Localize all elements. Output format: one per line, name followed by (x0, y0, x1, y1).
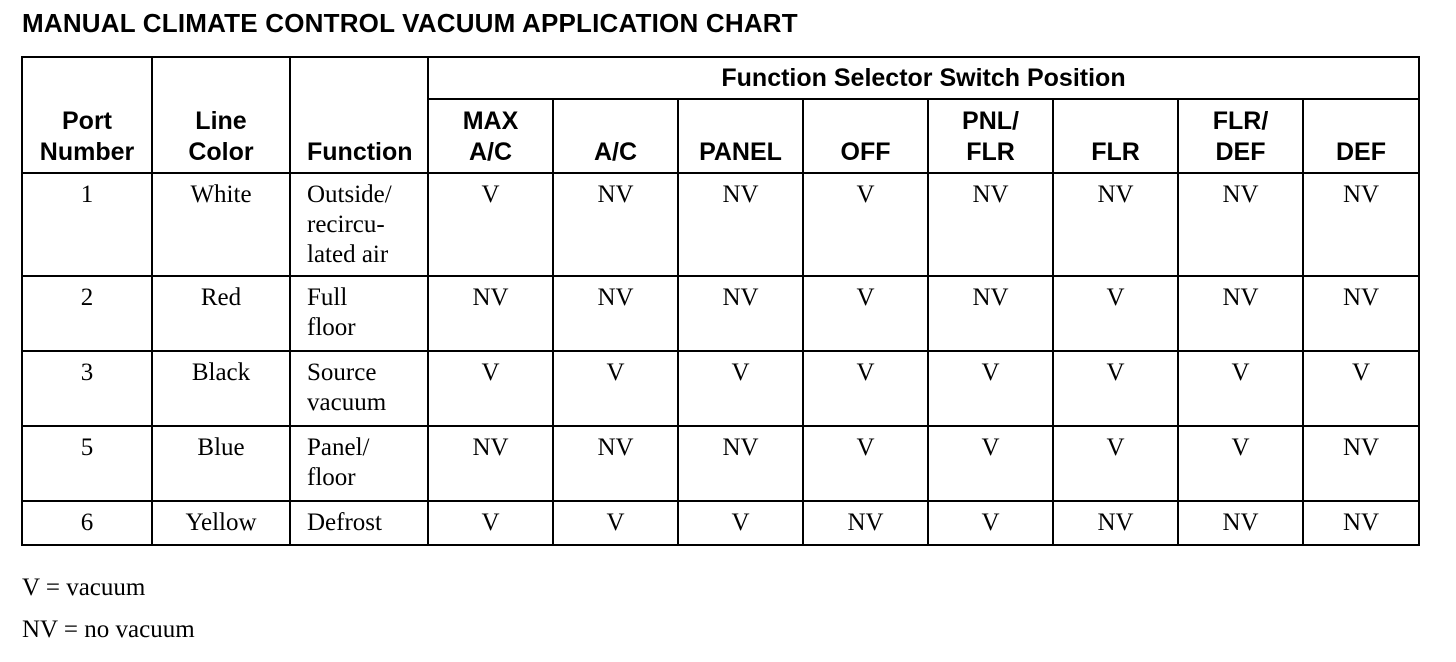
vacuum-value-cell: V (678, 351, 803, 426)
vacuum-value-cell: NV (1303, 501, 1419, 545)
line-color-cell: Red (152, 276, 290, 351)
table-row (22, 276, 1419, 351)
vacuum-application-table (21, 56, 1420, 546)
vacuum-value-cell: V (803, 276, 928, 351)
legend-vacuum: V = vacuum (22, 574, 146, 601)
vacuum-value-cell: V (803, 173, 928, 276)
vacuum-value-cell: NV (1053, 501, 1178, 545)
vacuum-value-cell: V (428, 351, 553, 426)
line-color-cell: Yellow (152, 501, 290, 545)
vacuum-value-cell: NV (678, 276, 803, 351)
vacuum-value-cell: NV (428, 276, 553, 351)
vacuum-value-cell: V (1053, 351, 1178, 426)
header-position: MAX A/C (428, 99, 553, 173)
function-cell: Outside/ recircu- lated air (290, 173, 428, 276)
line-color-cell: Black (152, 351, 290, 426)
header-switch-position-group: Function Selector Switch Position (428, 57, 1419, 99)
table-row (22, 173, 1419, 276)
port-number-cell: 2 (22, 276, 152, 351)
vacuum-value-cell: NV (1303, 426, 1419, 501)
function-cell: Full floor (290, 276, 428, 351)
header-port-number: Port Number (22, 57, 152, 173)
vacuum-value-cell: V (678, 501, 803, 545)
vacuum-value-cell: NV (1053, 173, 1178, 276)
vacuum-value-cell: NV (553, 426, 678, 501)
header-line-color: Line Color (152, 57, 290, 173)
legend-no-vacuum: NV = no vacuum (22, 616, 195, 643)
function-cell: Source vacuum (290, 351, 428, 426)
header-position: OFF (803, 99, 928, 173)
vacuum-value-cell: V (553, 501, 678, 545)
vacuum-value-cell: V (928, 501, 1053, 545)
vacuum-value-cell: NV (1303, 276, 1419, 351)
vacuum-value-cell: NV (428, 426, 553, 501)
header-position: PANEL (678, 99, 803, 173)
vacuum-value-cell: NV (553, 173, 678, 276)
function-cell: Defrost (290, 501, 428, 545)
port-number-cell: 5 (22, 426, 152, 501)
header-position: PNL/ FLR (928, 99, 1053, 173)
table-row (22, 501, 1419, 545)
port-number-cell: 3 (22, 351, 152, 426)
vacuum-value-cell: NV (803, 501, 928, 545)
vacuum-value-cell: V (1178, 351, 1303, 426)
function-cell: Panel/ floor (290, 426, 428, 501)
vacuum-value-cell: NV (678, 173, 803, 276)
vacuum-value-cell: NV (553, 276, 678, 351)
header-function: Function (290, 57, 428, 173)
vacuum-value-cell: NV (1178, 173, 1303, 276)
vacuum-value-cell: NV (678, 426, 803, 501)
header-position: DEF (1303, 99, 1419, 173)
line-color-cell: White (152, 173, 290, 276)
line-color-cell: Blue (152, 426, 290, 501)
table-row (22, 426, 1419, 501)
header-position: FLR/ DEF (1178, 99, 1303, 173)
vacuum-value-cell: V (428, 173, 553, 276)
vacuum-value-cell: V (803, 426, 928, 501)
vacuum-value-cell: NV (928, 276, 1053, 351)
vacuum-value-cell: NV (928, 173, 1053, 276)
vacuum-value-cell: V (1053, 426, 1178, 501)
vacuum-value-cell: V (928, 351, 1053, 426)
vacuum-value-cell: V (553, 351, 678, 426)
vacuum-value-cell: V (1303, 351, 1419, 426)
header-position: A/C (553, 99, 678, 173)
vacuum-value-cell: V (803, 351, 928, 426)
vacuum-value-cell: V (928, 426, 1053, 501)
table-row (22, 351, 1419, 426)
port-number-cell: 1 (22, 173, 152, 276)
vacuum-value-cell: V (1178, 426, 1303, 501)
vacuum-value-cell: V (428, 501, 553, 545)
header-position: FLR (1053, 99, 1178, 173)
port-number-cell: 6 (22, 501, 152, 545)
vacuum-value-cell: NV (1178, 276, 1303, 351)
page-title: MANUAL CLIMATE CONTROL VACUUM APPLICATION CHART (22, 8, 798, 38)
vacuum-value-cell: NV (1303, 173, 1419, 276)
vacuum-value-cell: V (1053, 276, 1178, 351)
vacuum-value-cell: NV (1178, 501, 1303, 545)
